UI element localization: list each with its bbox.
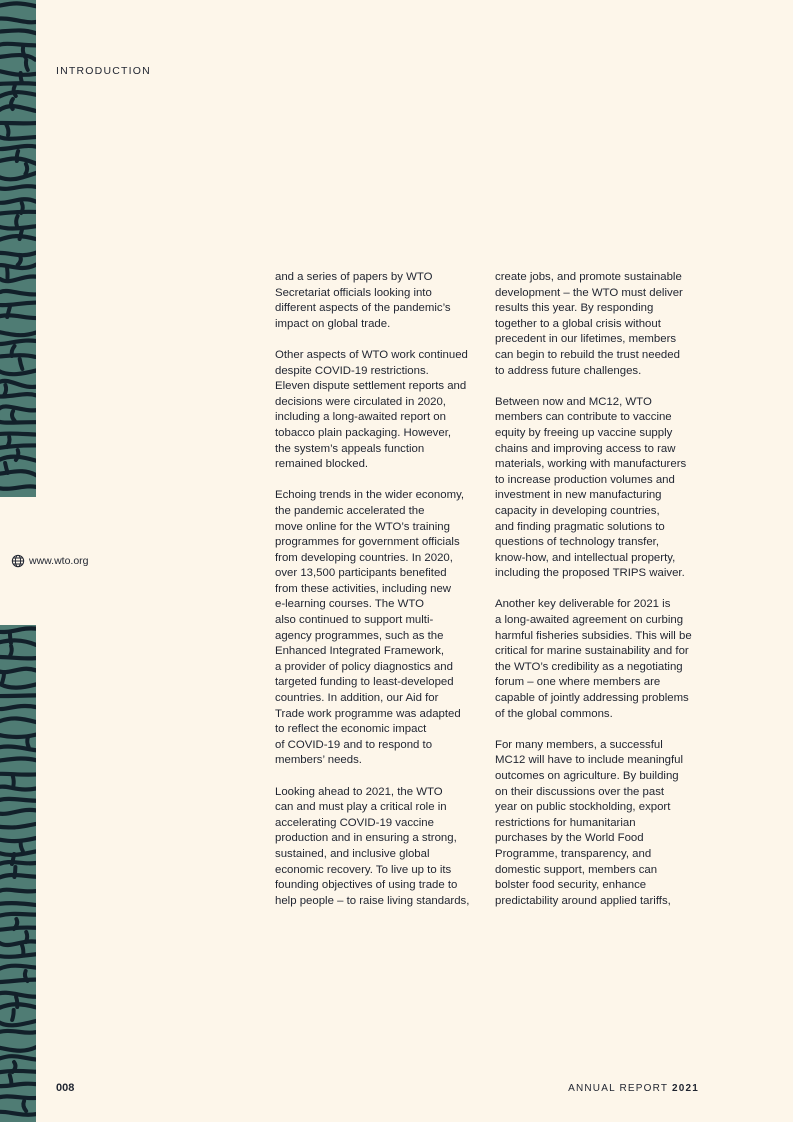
paragraph: Between now and MC12, WTO members can contribute to vaccine equity by freeing up vaccine supply chains and improving access to raw materials, working with manufacturers to increase production volumes and investment in new manufacturing capacity in developing countries, and finding pragmatic solutions to questions of technology transfer, know-how, and intellectual property, including the proposed TRIPS waiver. xyxy=(495,395,687,580)
report-label: ANNUAL REPORT xyxy=(568,1083,668,1094)
paragraph: For many members, a successful MC12 will have to include meaningful outcomes on agriculture. By building on their discussions over the past year on public stockholding, export restrictions for humanitarian purchases by the World Food Programme, transparency, and domestic support, members can bolster food security, enhance predictability around applied tariffs, xyxy=(495,738,684,907)
globe-icon xyxy=(11,554,25,568)
report-year: 2021 xyxy=(671,1083,699,1094)
decorative-pattern-bottom xyxy=(0,625,36,1122)
paragraph: Other aspects of WTO work continued despite COVID-19 restrictions. Eleven dispute settlement reports and decisions were circulated in 2020, including a long-awaited report on tobacco plain packaging. However, the system’s appeals function remained blocked. xyxy=(275,348,468,471)
website-link[interactable] xyxy=(11,554,89,568)
paragraph: and a series of papers by WTO Secretariat officials looking into different aspects of the pandemic’s impact on global trade. xyxy=(275,271,451,330)
paragraph: Echoing trends in the wider economy, the pandemic accelerated the move online for the WTO’s training programmes for government officials from developing countries. In 2020, over 13,500 participants benefited from these activities, including new e-learning courses. The WTO also continued to support multi- agency programmes, such as the Enhanced Integrated Framework, a provider of policy diagnostics and targeted funding to least-developed countries. In addition, our Aid for Trade work programme was adapted to reflect the economic impact of COVID-19 and to respond to members’ needs. xyxy=(275,489,465,767)
paragraph: create jobs, and promote sustainable development – the WTO must deliver results this year. By responding together to a global crisis without precedent in our lifetimes, members can begin to rebuild the trust needed to address future challenges. xyxy=(495,271,683,377)
website-url: www.wto.org xyxy=(29,555,89,567)
decorative-pattern-top xyxy=(0,0,36,497)
paragraph: Looking ahead to 2021, the WTO can and must play a critical role in accelerating COVID-19 vaccine production and in ensuring a strong, sustained, and inclusive global economic recovery. To live up to its founding objectives of using trade to help people – to raise living standards, xyxy=(275,785,470,907)
body-column-left xyxy=(275,270,487,925)
report-title xyxy=(568,1083,699,1094)
maze-pattern-graphic xyxy=(0,0,36,497)
section-label: INTRODUCTION xyxy=(56,65,151,77)
paragraph: Another key deliverable for 2021 is a long-awaited agreement on curbing harmful fisheries subsidies. This will be critical for marine sustainability and for the WTO’s credibility as a negotiating forum – one where members are capable of jointly addressing problems of the global commons. xyxy=(495,598,692,720)
body-column-right xyxy=(495,270,705,925)
page-number: 008 xyxy=(56,1082,75,1094)
maze-pattern-graphic xyxy=(0,625,36,1122)
